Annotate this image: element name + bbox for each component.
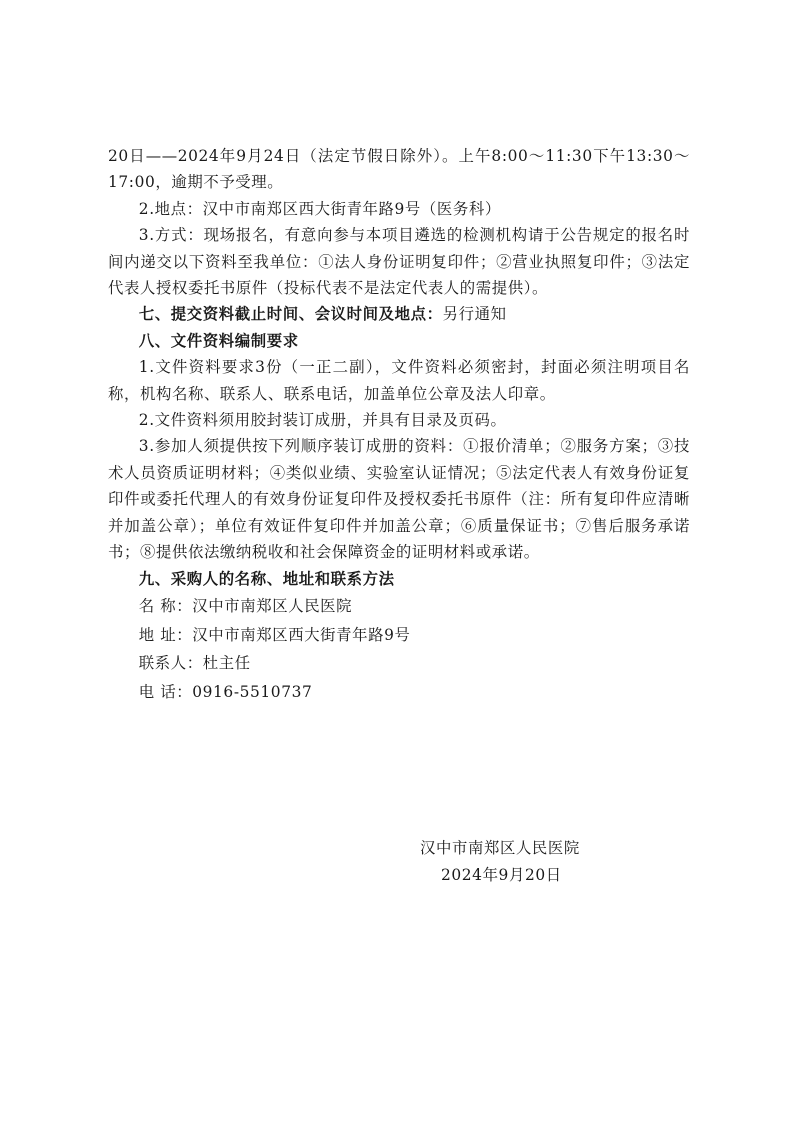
signature-organization: 汉中市南郑区人民医院 [420,839,580,857]
contact-person: 联系人：杜主任 [138,654,251,673]
paragraph-requirement-1: 1.文件资料要求3份（一正二副），文件资料必须密封，封面必须注明项目名称，机构名称、联系人、联系电话，加盖单位公章及法人印章。 [108,358,690,403]
document-body [108,143,690,706]
signature-date: 2024年9月20日 [441,866,562,884]
paragraph-location: 2.地点：汉中市南郑区西大街青年路9号（医务科） [138,199,501,218]
signature-block [420,835,640,889]
section-heading-7-title: 七、提交资料截止时间、会议时间及地点： [138,305,443,324]
contact-phone: 电 话：0916-5510737 [138,682,313,701]
paragraph-registration-time: 20日——2024年9月24日（法定节假日除外）。上午8:00～11:30下午13:30～17:00，逾期不予受理。 [108,147,690,192]
contact-address: 地 址：汉中市南郑区西大街青年路9号 [138,625,411,644]
contact-name: 名 称：汉中市南郑区人民医院 [138,596,353,615]
paragraph-requirement-3: 3.参加人须提供按下列顺序装订成册的资料：①报价清单；②服务方案；③技术人员资质证明材料；④类似业绩、实验室认证情况；⑤法定代表人有效身份证复印件或委托代理人的有效身份证复印件及授权委托书原件（注：所有复印件应清晰并加盖公章）；单位有效证件复印件并加盖公章；⑥质量保证书；⑦售后服务承诺书；⑧提供依法缴纳税收和社会保障资金的证明材料或承诺。 [108,437,690,562]
section-heading-7 [108,301,690,327]
section-heading-8 [108,328,690,354]
section-heading-9-title: 九、采购人的名称、地址和联系方法 [138,569,395,588]
section-heading-8-title: 八、文件资料编制要求 [138,331,299,350]
paragraph-method: 3.方式：现场报名，有意向参与本项目遴选的检测机构请于公告规定的报名时间内递交以下资料至我单位：①法人身份证明复印件；②营业执照复印件；③法定代表人授权委托书原件（投标代表不是法定代表人的需提供）。 [108,226,690,298]
paragraph-requirement-2: 2.文件资料须用胶封装订成册，并具有目录及页码。 [138,411,507,430]
section-heading-7-tail: 另行通知 [442,305,507,324]
section-heading-9 [108,566,690,592]
